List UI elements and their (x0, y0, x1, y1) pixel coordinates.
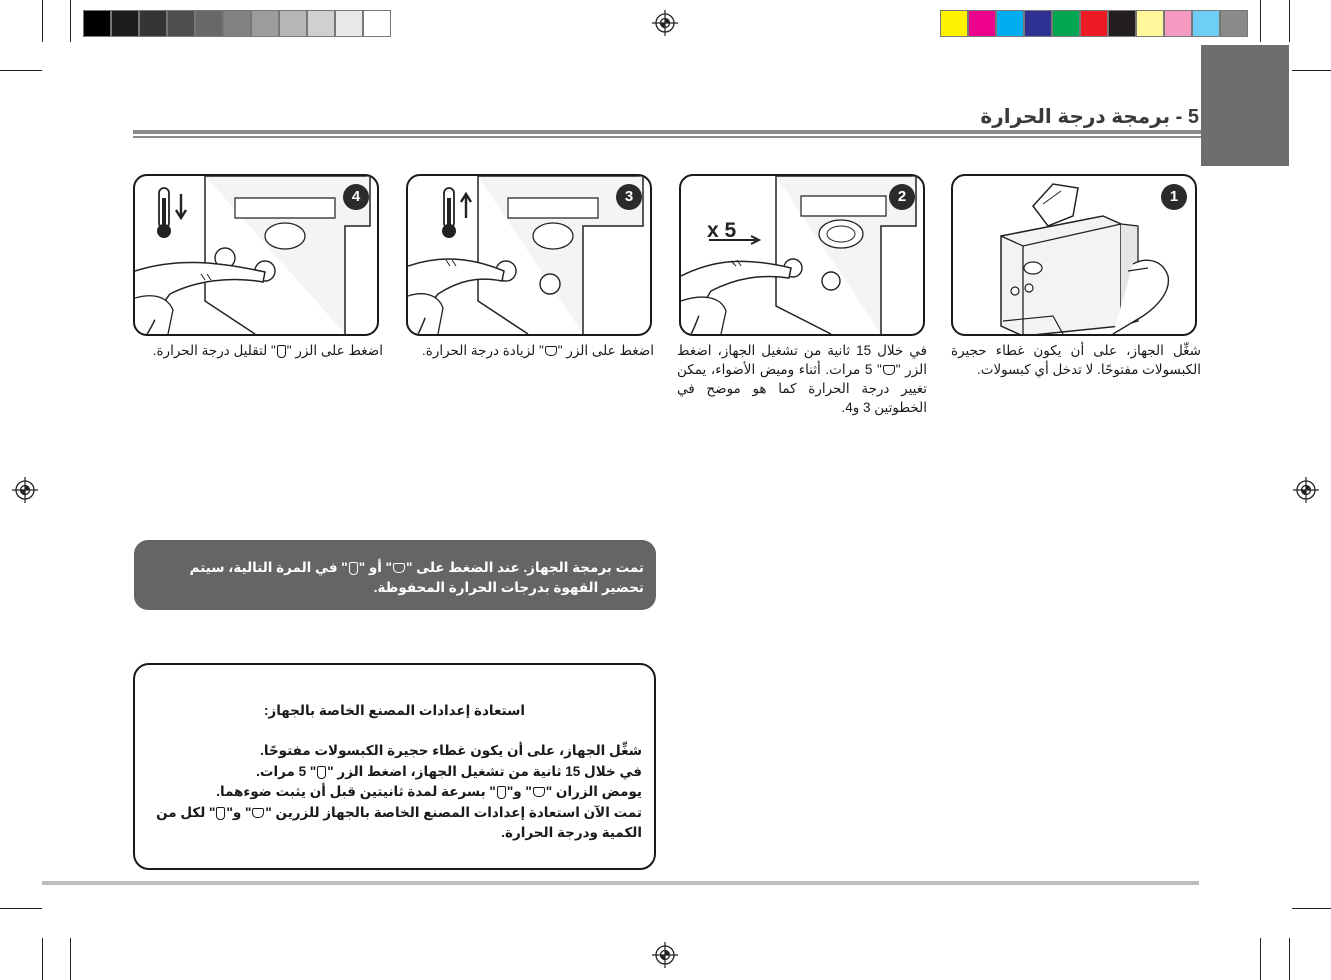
small-cup-icon (252, 808, 264, 818)
gray-swatch (279, 10, 307, 37)
machine-open-lid-illustration (953, 176, 1195, 334)
large-cup-icon (216, 807, 225, 820)
crop-mark (70, 938, 71, 980)
registration-mark-icon (652, 10, 678, 36)
crop-mark (1289, 938, 1290, 980)
language-tab (1201, 45, 1289, 166)
step-2-caption (677, 341, 927, 417)
step-caption-text: اضغط على الزر " (286, 343, 383, 358)
registration-mark-icon (12, 477, 38, 503)
crop-mark (42, 0, 43, 42)
large-cup-icon (277, 345, 286, 358)
step-1-caption (951, 341, 1201, 379)
crop-mark (1260, 938, 1261, 980)
step-3-caption (404, 341, 654, 360)
color-swatch (1136, 10, 1164, 37)
crop-mark (0, 70, 42, 71)
reset-line-text: " 5 مرات. (256, 763, 317, 779)
step-badge: 4 (343, 184, 369, 210)
large-cup-icon (317, 766, 326, 779)
large-cup-icon (497, 786, 506, 799)
small-cup-icon (393, 563, 405, 573)
step-2-illustration (679, 174, 925, 336)
step-badge: 3 (616, 184, 642, 210)
gray-swatch (251, 10, 279, 37)
step-caption-text: " لزيادة درجة الحرارة. (422, 343, 544, 358)
color-swatch (1080, 10, 1108, 37)
notice-text: " في المرة التالية، سيتم تحضير القهوة بدرجات الحرارة المحفوظة. (189, 560, 644, 595)
factory-reset-title: استعادة إعدادات المصنع الخاصة بالجهاز: (263, 703, 526, 718)
reset-line-text: " و" (506, 784, 532, 799)
reset-line-text: " بسرعة لمدة ثانيتين قبل أن يثبت ضوءهما. (216, 784, 496, 799)
programmed-notice (134, 540, 656, 610)
factory-reset-box (133, 663, 656, 870)
section-title: 5 - برمجة درجة الحرارة (980, 106, 1199, 128)
reset-line (147, 741, 642, 762)
reset-line-text: يومض الزران " (545, 784, 642, 799)
step-caption-text: اضغط على الزر " (557, 343, 654, 358)
notice-text: " أو " (358, 560, 393, 575)
reset-line-text: في خلال 15 ثانية من تشغيل الجهاز، اضغط الزر " (327, 763, 642, 779)
header-rule (133, 130, 1201, 134)
step-caption-text: شغِّل الجهاز، على أن يكون غطاء حجيرة الكبسولات مفتوحًا. لا تدخل أي كبسولات. (951, 343, 1201, 377)
header-rule-thin (133, 136, 1201, 138)
small-cup-icon (883, 365, 895, 375)
gray-swatch (167, 10, 195, 37)
large-cup-icon (349, 562, 358, 575)
crop-mark (42, 938, 43, 980)
reset-line (147, 782, 642, 803)
registration-mark-icon (1293, 477, 1319, 503)
thermometer-down-icon (157, 188, 186, 238)
gray-swatch (363, 10, 391, 37)
reset-line-text: " و" (226, 804, 252, 820)
step-4-caption (133, 341, 383, 360)
color-swatch (968, 10, 996, 37)
step-4-illustration (133, 174, 379, 336)
small-cup-icon (533, 787, 545, 797)
step-badge: 2 (889, 184, 915, 210)
reset-line (147, 803, 642, 844)
color-swatch (1108, 10, 1136, 37)
reset-line-text: تمت الآن استعادة إعدادات المصنع الخاصة بالجهاز للزرين " (265, 804, 642, 820)
press-count-label: x 5 (707, 219, 737, 242)
thermometer-up-icon (442, 188, 471, 238)
step-3-illustration (406, 174, 652, 336)
gray-swatch (335, 10, 363, 37)
reset-line (147, 762, 642, 783)
color-swatch (1220, 10, 1248, 37)
step-caption-text: " لتقليل درجة الحرارة. (152, 343, 276, 358)
footer-rule (42, 881, 1199, 885)
color-swatch (940, 10, 968, 37)
crop-mark (1260, 0, 1261, 42)
notice-text: تمت برمجة الجهاز. عند الضغط على " (406, 560, 644, 575)
reset-line-text: شغِّل الجهاز، على أن يكون غطاء حجيرة الكبسولات مفتوحًا. (260, 743, 642, 758)
gray-swatch (139, 10, 167, 37)
step-caption-text: " 5 مرات. أثناء وميض الأضواء، يمكن تغيير درجة الحرارة كما هو موضح في الخطوتين 3 و4. (677, 362, 927, 415)
step-badge: 1 (1161, 184, 1187, 210)
gray-swatch (195, 10, 223, 37)
color-swatch (1024, 10, 1052, 37)
increase-temperature-illustration (408, 176, 650, 334)
color-swatch (996, 10, 1024, 37)
factory-reset-steps (147, 741, 642, 844)
step-1-illustration (951, 174, 1197, 336)
crop-mark (1289, 0, 1290, 42)
gray-swatch (223, 10, 251, 37)
gray-swatch (307, 10, 335, 37)
color-swatch (1164, 10, 1192, 37)
reset-line-text: " لكل من الكمية ودرجة الحرارة. (156, 804, 642, 840)
crop-mark (1292, 70, 1331, 71)
crop-mark (1292, 908, 1331, 909)
press-button-five-times-illustration (681, 176, 923, 334)
crop-mark (70, 0, 71, 42)
color-swatch (1192, 10, 1220, 37)
decrease-temperature-illustration (135, 176, 377, 334)
color-swatch (1052, 10, 1080, 37)
crop-mark (0, 908, 42, 909)
gray-swatch (111, 10, 139, 37)
registration-mark-icon (652, 942, 678, 968)
gray-swatch (83, 10, 111, 37)
small-cup-icon (545, 346, 557, 356)
step-caption-text: في خلال 15 ثانية من تشغيل الجهاز، اضغط الزر " (677, 343, 928, 377)
